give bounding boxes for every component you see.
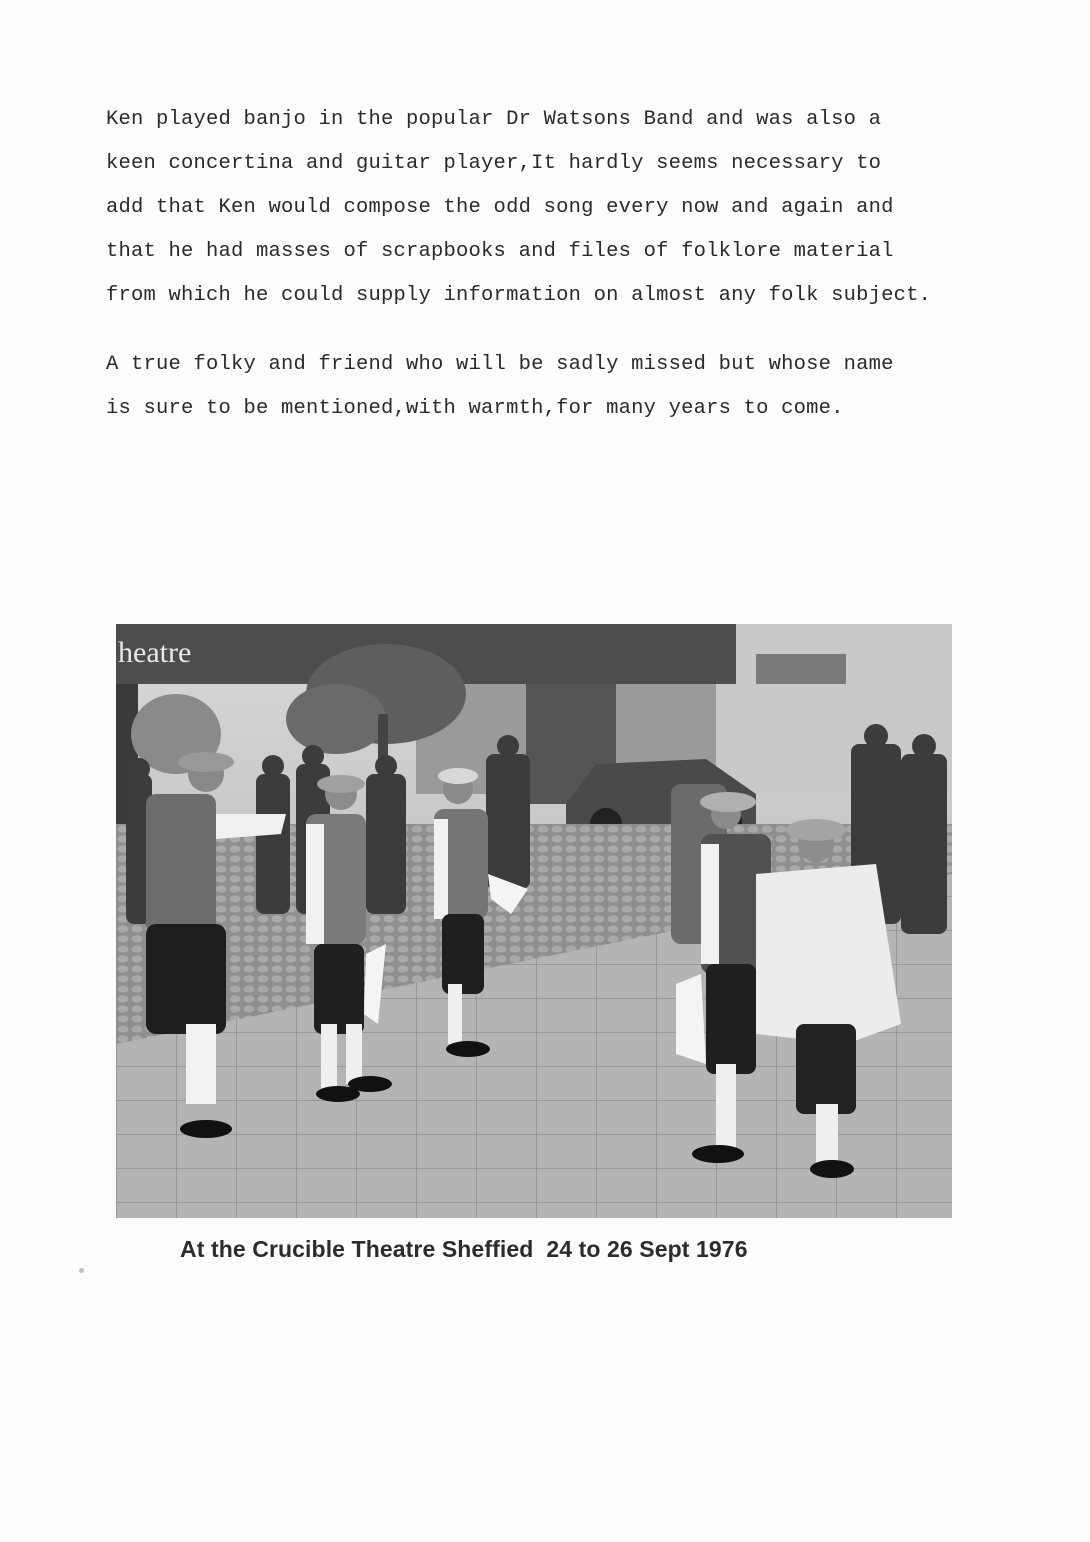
theatre-sign-text: heatre [118, 636, 192, 669]
morris-dancers-photo [116, 624, 952, 1218]
paragraph-tribute [106, 343, 986, 431]
text-line: that he had masses of scrapbooks and files of folklore material [106, 240, 894, 263]
paper-speck [79, 1268, 84, 1273]
text-line: keen concertina and guitar player,It hardly seems necessary to [106, 152, 882, 175]
photo-caption: At the Crucible Theatre Sheffied 24 to 26 Sept 1976 [180, 1236, 748, 1262]
photo-illustration [116, 624, 952, 1218]
paragraph-banjo [106, 98, 986, 318]
text-line: is sure to be mentioned,with warmth,for many years to come. [106, 397, 844, 420]
text-line: from which he could supply information on almost any folk subject. [106, 284, 932, 307]
text-line: Ken played banjo in the popular Dr Watsons Band and was also a [106, 108, 882, 131]
text-line: add that Ken would compose the odd song every now and again and [106, 196, 894, 219]
text-line: A true folky and friend who will be sadly missed but whose name [106, 353, 894, 376]
